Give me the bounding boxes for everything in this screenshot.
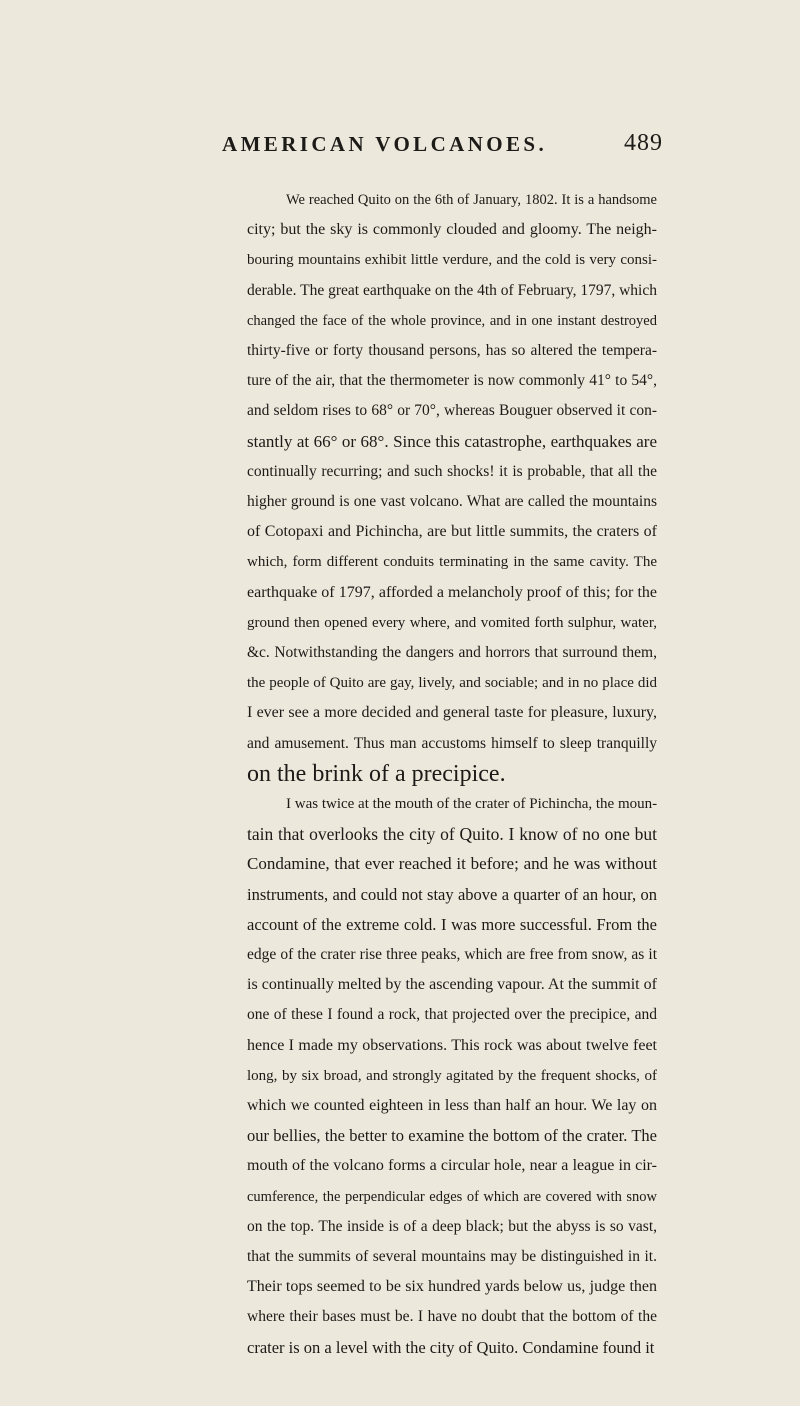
text-line: ground then opened every where, and vomited forth sulphur, water,	[247, 614, 657, 631]
text-line: where their bases must be. I have no doubt that the bottom of the	[247, 1308, 657, 1326]
text-line: stantly at 66° or 68°. Since this catastrophe, earthquakes are	[247, 431, 657, 451]
text-line: tain that overlooks the city of Quito. I know of no one but	[247, 824, 657, 845]
text-line: earthquake of 1797, afforded a melancholy proof of this; for the	[247, 583, 657, 601]
text-line: that the summits of several mountains may be distinguished in it.	[247, 1248, 657, 1265]
text-line: long, by six broad, and strongly agitated by the frequent shocks, of	[247, 1067, 657, 1084]
text-line: derable. The great earthquake on the 4th of February, 1797, which	[247, 281, 657, 299]
text-line: on the brink of a precipice.	[247, 760, 506, 787]
text-line: our bellies, the better to examine the bottom of the crater. The	[247, 1126, 657, 1146]
text-line: on the top. The inside is of a deep black; but the abyss is so vast,	[247, 1217, 657, 1235]
text-line: continually recurring; and such shocks! it is probable, that all the	[247, 462, 657, 480]
text-line: the people of Quito are gay, lively, and sociable; and in no place did	[247, 675, 657, 692]
text-line: ture of the air, that the thermometer is now commonly 41° to 54°,	[247, 372, 657, 390]
text-line: I ever see a more decided and general taste for pleasure, luxury,	[247, 704, 657, 722]
text-line: of Cotopaxi and Pichincha, are but little summits, the craters of	[247, 523, 657, 541]
text-line: higher ground is one vast volcano. What are called the mountains	[247, 493, 657, 510]
page-number: 489	[624, 130, 663, 156]
text-line: edge of the crater rise three peaks, which are free from snow, as it	[247, 946, 657, 963]
text-line: and amusement. Thus man accustoms himself to sleep tranquilly	[247, 734, 657, 752]
text-line: &c. Notwithstanding the dangers and horrors that surround them,	[247, 644, 657, 661]
text-line: bouring mountains exhibit little verdure, and the cold is very consi-	[247, 252, 657, 269]
text-line: city; but the sky is commonly clouded and gloomy. The neigh-	[247, 221, 657, 239]
text-line: I was twice at the mouth of the crater of Pichincha, the moun-	[286, 796, 658, 812]
text-line: mouth of the volcano forms a circular hole, near a league in cir-	[247, 1157, 657, 1175]
text-line: thirty-five or forty thousand persons, has so altered the tempera-	[247, 342, 657, 359]
text-line: Their tops seemed to be six hundred yards below us, judge then	[247, 1278, 657, 1296]
text-line: which, form different conduits terminating in the same cavity. The	[247, 554, 657, 571]
text-line: We reached Quito on the 6th of January, 1802. It is a handsome	[286, 192, 657, 208]
page-header	[0, 130, 800, 170]
text-line: which we counted eighteen in less than half an hour. We lay on	[247, 1097, 657, 1114]
text-line: and seldom rises to 68° or 70°, whereas Bouguer observed it con-	[247, 402, 657, 420]
text-line: hence I made my observations. This rock was about twelve feet	[247, 1036, 657, 1054]
text-line: cumference, the perpendicular edges of which are covered with snow	[247, 1188, 657, 1205]
running-head: AMERICAN VOLCANOES.	[222, 132, 548, 156]
text-line: Condamine, that ever reached it before; and he was without	[247, 854, 657, 874]
text-line: instruments, and could not stay above a quarter of an hour, on	[247, 884, 657, 904]
text-line: changed the face of the whole province, and in one instant destroyed	[247, 312, 657, 329]
text-line: one of these I found a rock, that projected over the precipice, and	[247, 1006, 657, 1024]
text-line: is continually melted by the ascending vapour. At the summit of	[247, 976, 657, 994]
text-line: account of the extreme cold. I was more successful. From the	[247, 914, 657, 934]
text-line: crater is on a level with the city of Quito. Condamine found it	[247, 1337, 655, 1357]
